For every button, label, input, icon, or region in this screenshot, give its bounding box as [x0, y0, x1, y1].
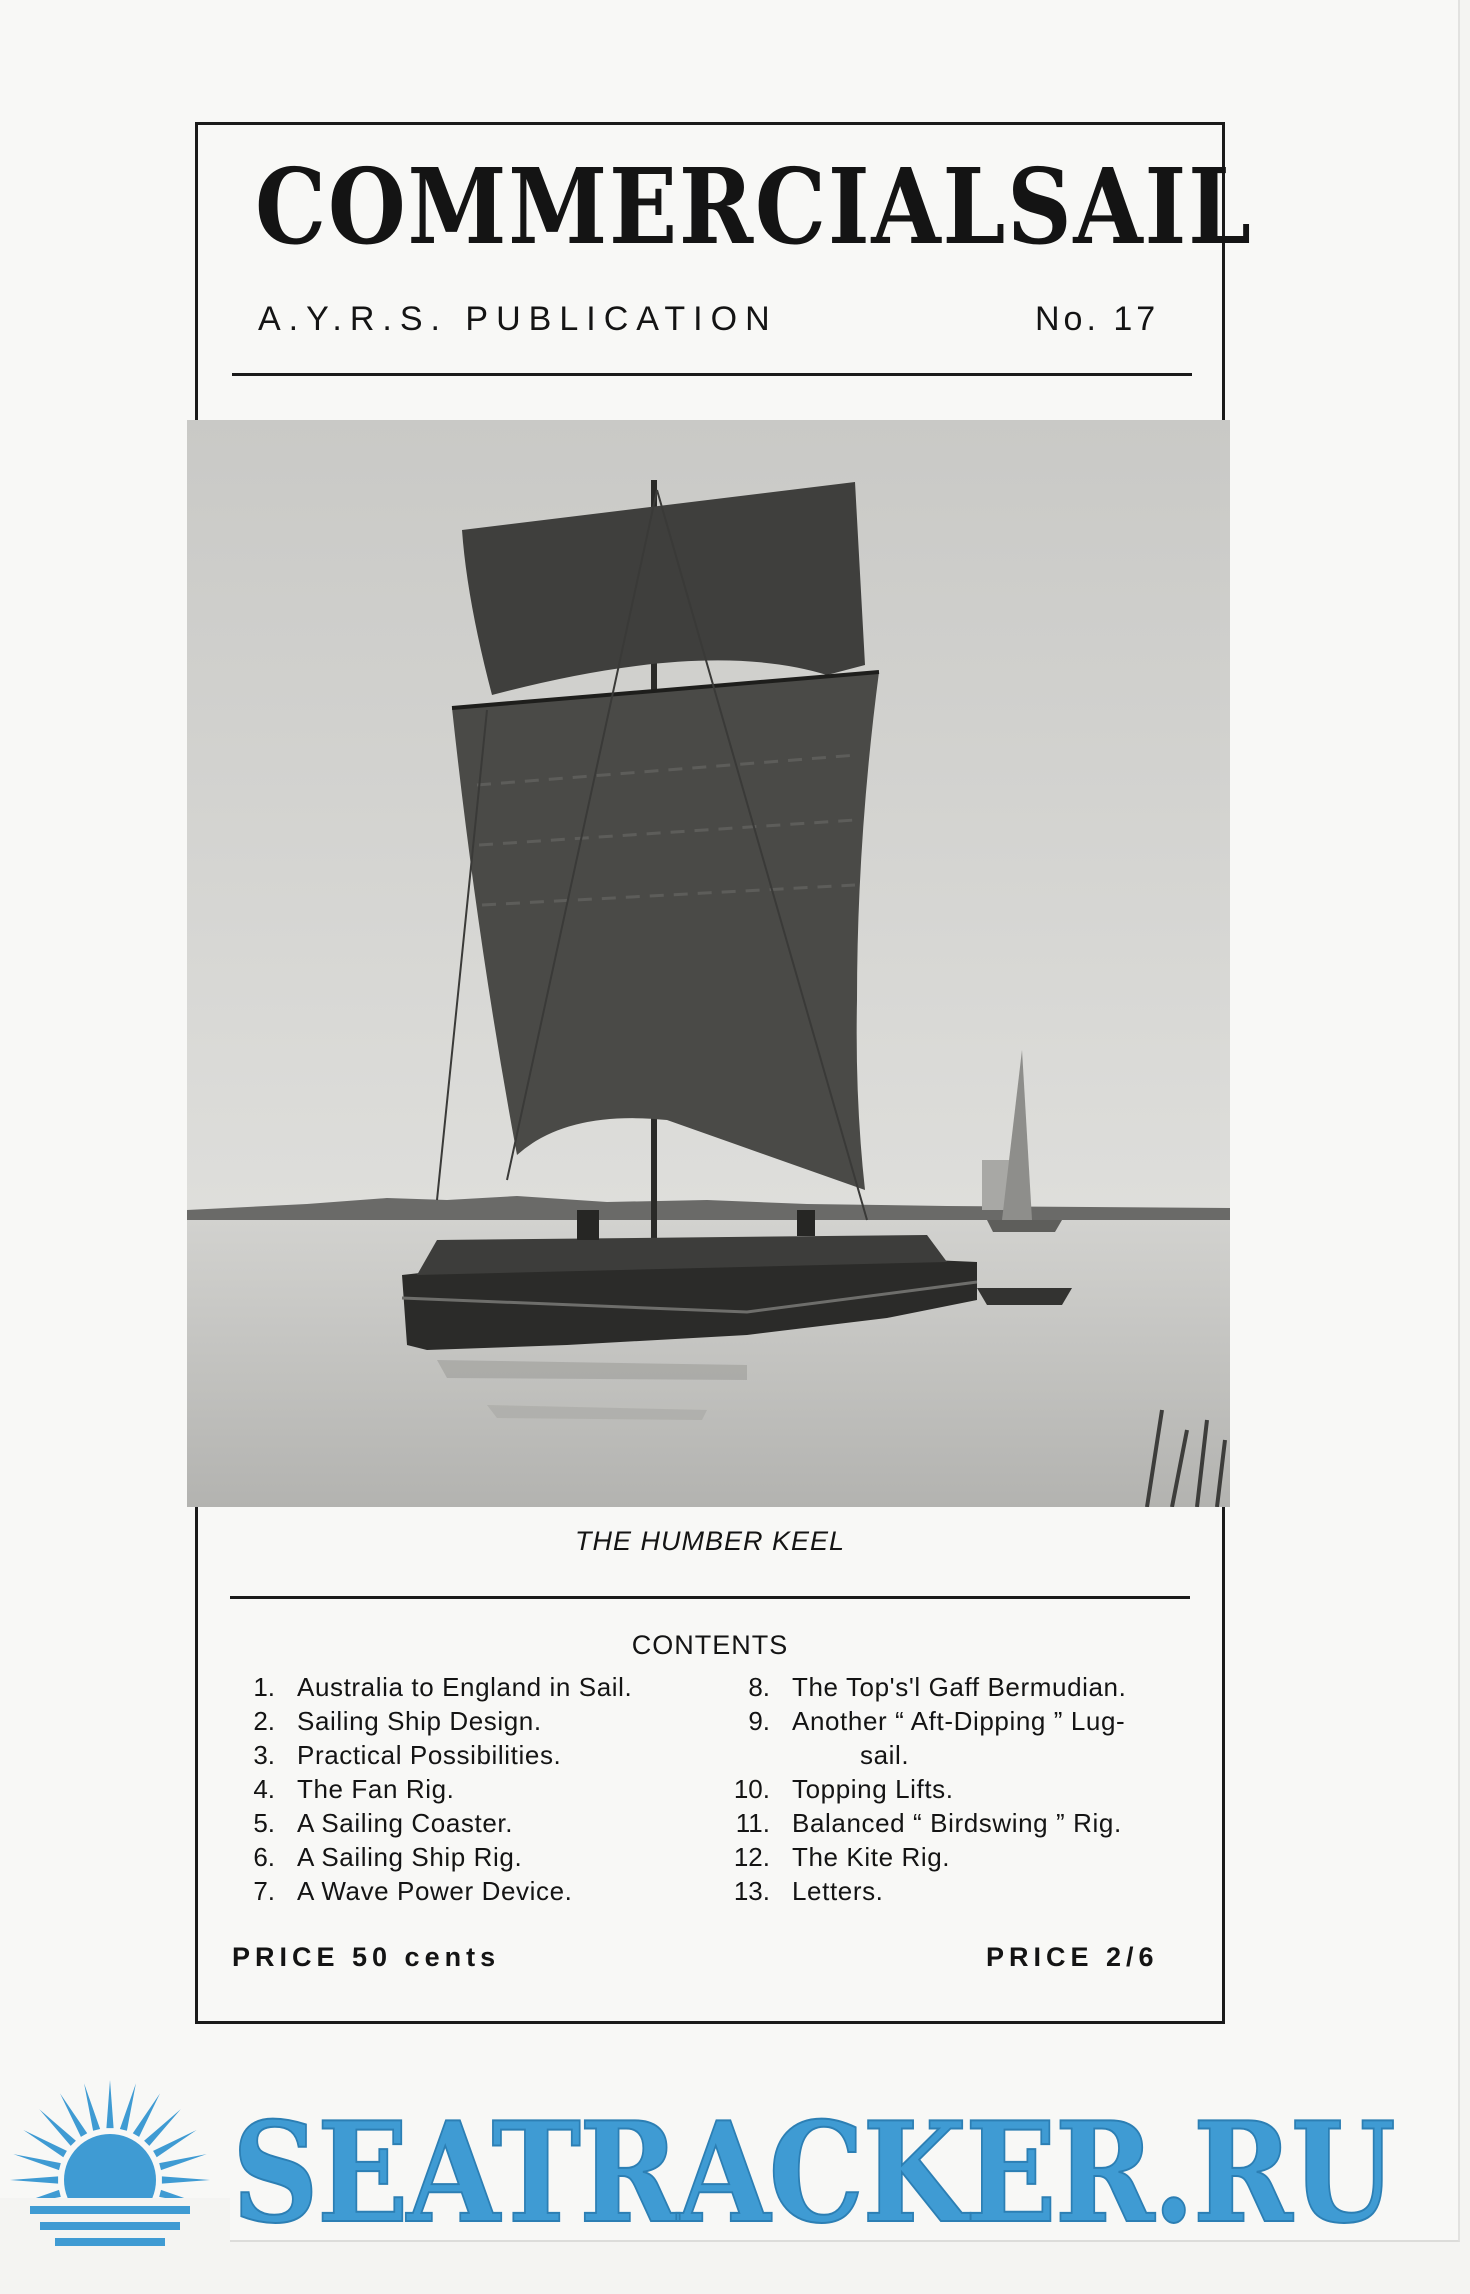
- item-number: 5.: [253, 1808, 275, 1838]
- item-title: Topping Lifts.: [792, 1774, 954, 1804]
- sun-logo-icon: [0, 2070, 230, 2270]
- item-title-continued: sail.: [860, 1740, 910, 1770]
- list-item: [225, 1772, 632, 1806]
- item-number: 13.: [733, 1876, 770, 1906]
- sun-ray: [10, 2176, 58, 2183]
- item-title: A Wave Power Device.: [297, 1876, 573, 1906]
- sun-ray: [106, 2080, 113, 2128]
- list-item: [720, 1704, 1126, 1738]
- item-number: 10.: [733, 1774, 770, 1804]
- item-title: A Sailing Ship Rig.: [297, 1842, 523, 1872]
- list-item: [720, 1738, 1126, 1772]
- item-title: Sailing Ship Design.: [297, 1706, 542, 1736]
- item-title: A Sailing Coaster.: [297, 1808, 514, 1838]
- contents-heading: CONTENTS: [631, 1630, 789, 1660]
- list-item: [225, 1840, 632, 1874]
- cover-title: [255, 145, 1253, 268]
- issue-number: No. 17: [1035, 300, 1160, 338]
- list-item: [225, 1670, 632, 1704]
- list-item: [720, 1670, 1126, 1704]
- publication-label: A.Y.R.S. PUBLICATION: [258, 300, 778, 338]
- sun-ray: [13, 2154, 60, 2170]
- item-number: 7.: [253, 1876, 275, 1906]
- title-word-sail: SAIL: [1007, 145, 1253, 268]
- contents-rule: [230, 1596, 1190, 1599]
- item-title: The Kite Rig.: [792, 1842, 951, 1872]
- item-number: 9.: [748, 1706, 770, 1736]
- sun-ray: [23, 2130, 67, 2157]
- item-number: 8.: [748, 1672, 770, 1702]
- sun-ray: [84, 2083, 100, 2130]
- list-item: [720, 1806, 1126, 1840]
- title-word-commercial: COMMERCIAL: [255, 145, 1008, 268]
- item-title: Australia to England in Sail.: [297, 1672, 633, 1702]
- item-number: 2.: [253, 1706, 275, 1736]
- price-shillings: PRICE 2/6: [986, 1942, 1159, 1972]
- item-number: 11.: [735, 1808, 770, 1838]
- item-title: Balanced “ Birdswing ” Rig.: [792, 1808, 1122, 1838]
- item-title: Practical Possibilities.: [297, 1740, 562, 1770]
- sun-ray: [153, 2130, 197, 2157]
- item-title: The Fan Rig.: [297, 1774, 455, 1804]
- list-item: [720, 1772, 1126, 1806]
- item-number: 6.: [253, 1842, 275, 1872]
- sun-ray: [60, 2093, 87, 2137]
- sun-ray: [162, 2176, 210, 2183]
- humber-keel-illustration: [187, 420, 1230, 1507]
- sun-ray: [159, 2154, 206, 2170]
- item-title: Letters.: [792, 1876, 884, 1906]
- list-item: [225, 1806, 632, 1840]
- item-number: 1.: [253, 1672, 275, 1702]
- list-item: [720, 1874, 1126, 1908]
- contents-left-column: [225, 1670, 632, 1908]
- item-number: [720, 1738, 770, 1772]
- sun-ray: [120, 2083, 136, 2130]
- sun-ray: [133, 2093, 160, 2137]
- list-item: [720, 1840, 1126, 1874]
- watermark-text: SEATRACKER.RU: [232, 2091, 1394, 2254]
- item-number: 3.: [253, 1740, 275, 1770]
- contents-right-column: [720, 1670, 1126, 1908]
- cover-photo: [187, 420, 1230, 1507]
- header-rule: [232, 373, 1192, 376]
- photo-caption: THE HUMBER KEEL: [574, 1526, 846, 1556]
- item-number: 4.: [253, 1774, 275, 1804]
- item-number: 12.: [733, 1842, 770, 1872]
- list-item: [225, 1874, 632, 1908]
- list-item: [225, 1704, 632, 1738]
- list-item: [225, 1738, 632, 1772]
- item-title: The Top's'l Gaff Bermudian.: [792, 1672, 1127, 1702]
- price-cents: PRICE 50 cents: [232, 1942, 501, 1972]
- item-title: Another “ Aft-Dipping ” Lug-: [792, 1706, 1126, 1736]
